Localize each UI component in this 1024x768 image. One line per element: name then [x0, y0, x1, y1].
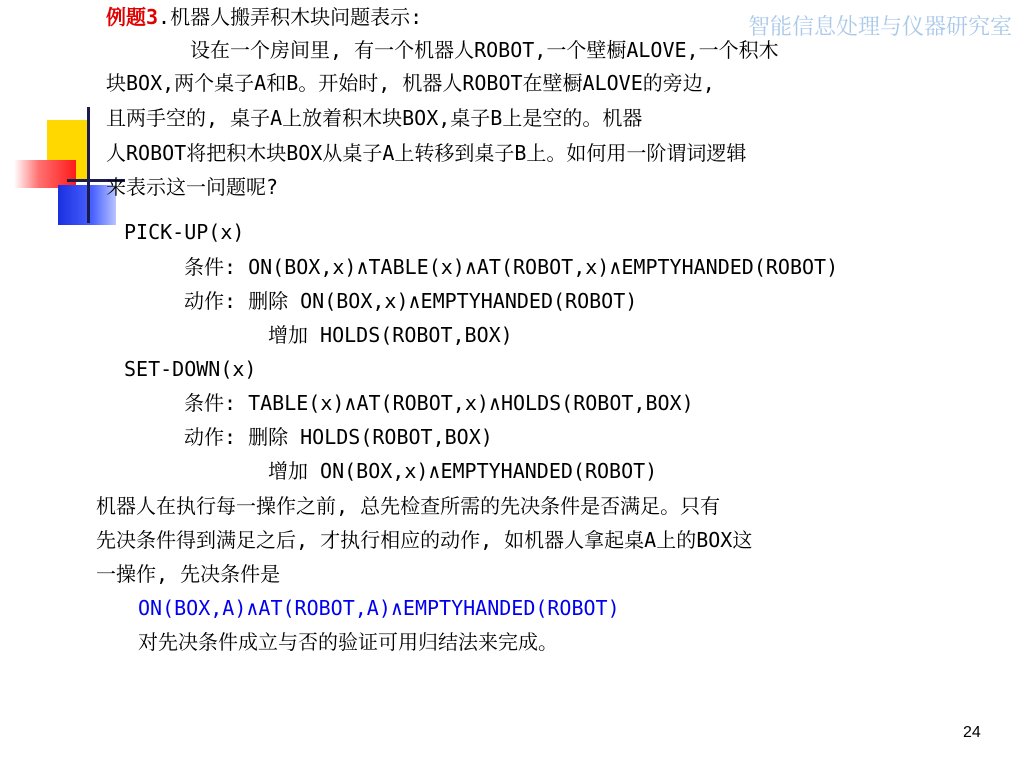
explain-line-2: 先决条件得到满足之后, 才执行相应的动作, 如机器人拿起桌A上的BOX这	[96, 528, 753, 552]
intro-line-5: 来表示这一问题呢?	[106, 175, 279, 199]
pickup-operator-name: PICK-UP(x)	[124, 220, 245, 244]
precondition-formula: ON(BOX,A)∧AT(ROBOT,A)∧EMPTYHANDED(ROBOT)	[138, 596, 620, 620]
slide-title	[106, 5, 422, 29]
pickup-delete-label: 删除	[248, 289, 289, 313]
pickup-action-label: 动作:	[184, 289, 237, 313]
decor-vertical-bar	[87, 107, 90, 223]
intro-line-3: 且两手空的, 桌子A上放着积木块BOX,桌子B上是空的。机器	[106, 106, 643, 130]
setdown-action	[184, 425, 493, 449]
explain-line-3: 一操作, 先决条件是	[96, 562, 281, 586]
decor-red-square	[14, 160, 76, 188]
intro-line-2: 块BOX,两个桌子A和B。开始时, 机器人ROBOT在壁橱ALOVE的旁边,	[106, 71, 715, 95]
page-number: 24	[963, 724, 981, 741]
setdown-add-label: 增加	[268, 459, 308, 483]
setdown-action-label: 动作:	[184, 425, 237, 449]
intro-line-1: 设在一个房间里, 有一个机器人ROBOT,一个壁橱ALOVE,一个积木	[190, 38, 779, 62]
setdown-add-formula: ON(BOX,x)∧EMPTYHANDED(ROBOT)	[320, 459, 658, 483]
pickup-cond-formula: ON(BOX,x)∧TABLE(x)∧AT(ROBOT,x)∧EMPTYHANDED(ROBOT)	[248, 255, 839, 279]
example-label: 例题3	[106, 5, 159, 29]
pickup-action	[184, 289, 637, 313]
setdown-cond-label: 条件:	[184, 391, 237, 415]
explain-line-1: 机器人在执行每一操作之前, 总先检查所需的先决条件是否满足。只有	[96, 494, 721, 518]
intro-line-4: 人ROBOT将把积木块BOX从桌子A上转移到桌子B上。如何用一阶谓词逻辑	[106, 141, 747, 165]
conclusion-text: 对先决条件成立与否的验证可用归结法来完成。	[138, 630, 558, 654]
setdown-delete-formula: HOLDS(ROBOT,BOX)	[300, 425, 493, 449]
pickup-condition	[184, 255, 838, 279]
setdown-delete-label: 删除	[248, 425, 289, 449]
title-text: .机器人搬弄积木块问题表示:	[158, 5, 423, 29]
setdown-condition	[184, 391, 694, 415]
setdown-add	[268, 459, 657, 483]
pickup-add	[268, 323, 513, 347]
setdown-cond-formula: TABLE(x)∧AT(ROBOT,x)∧HOLDS(ROBOT,BOX)	[248, 391, 694, 415]
pickup-delete-formula: ON(BOX,x)∧EMPTYHANDED(ROBOT)	[300, 289, 638, 313]
setdown-operator-name: SET-DOWN(x)	[124, 357, 257, 381]
watermark-text: 智能信息处理与仪器研究室	[747, 15, 1012, 40]
pickup-cond-label: 条件:	[184, 255, 237, 279]
pickup-add-label: 增加	[268, 323, 308, 347]
pickup-add-formula: HOLDS(ROBOT,BOX)	[320, 323, 513, 347]
